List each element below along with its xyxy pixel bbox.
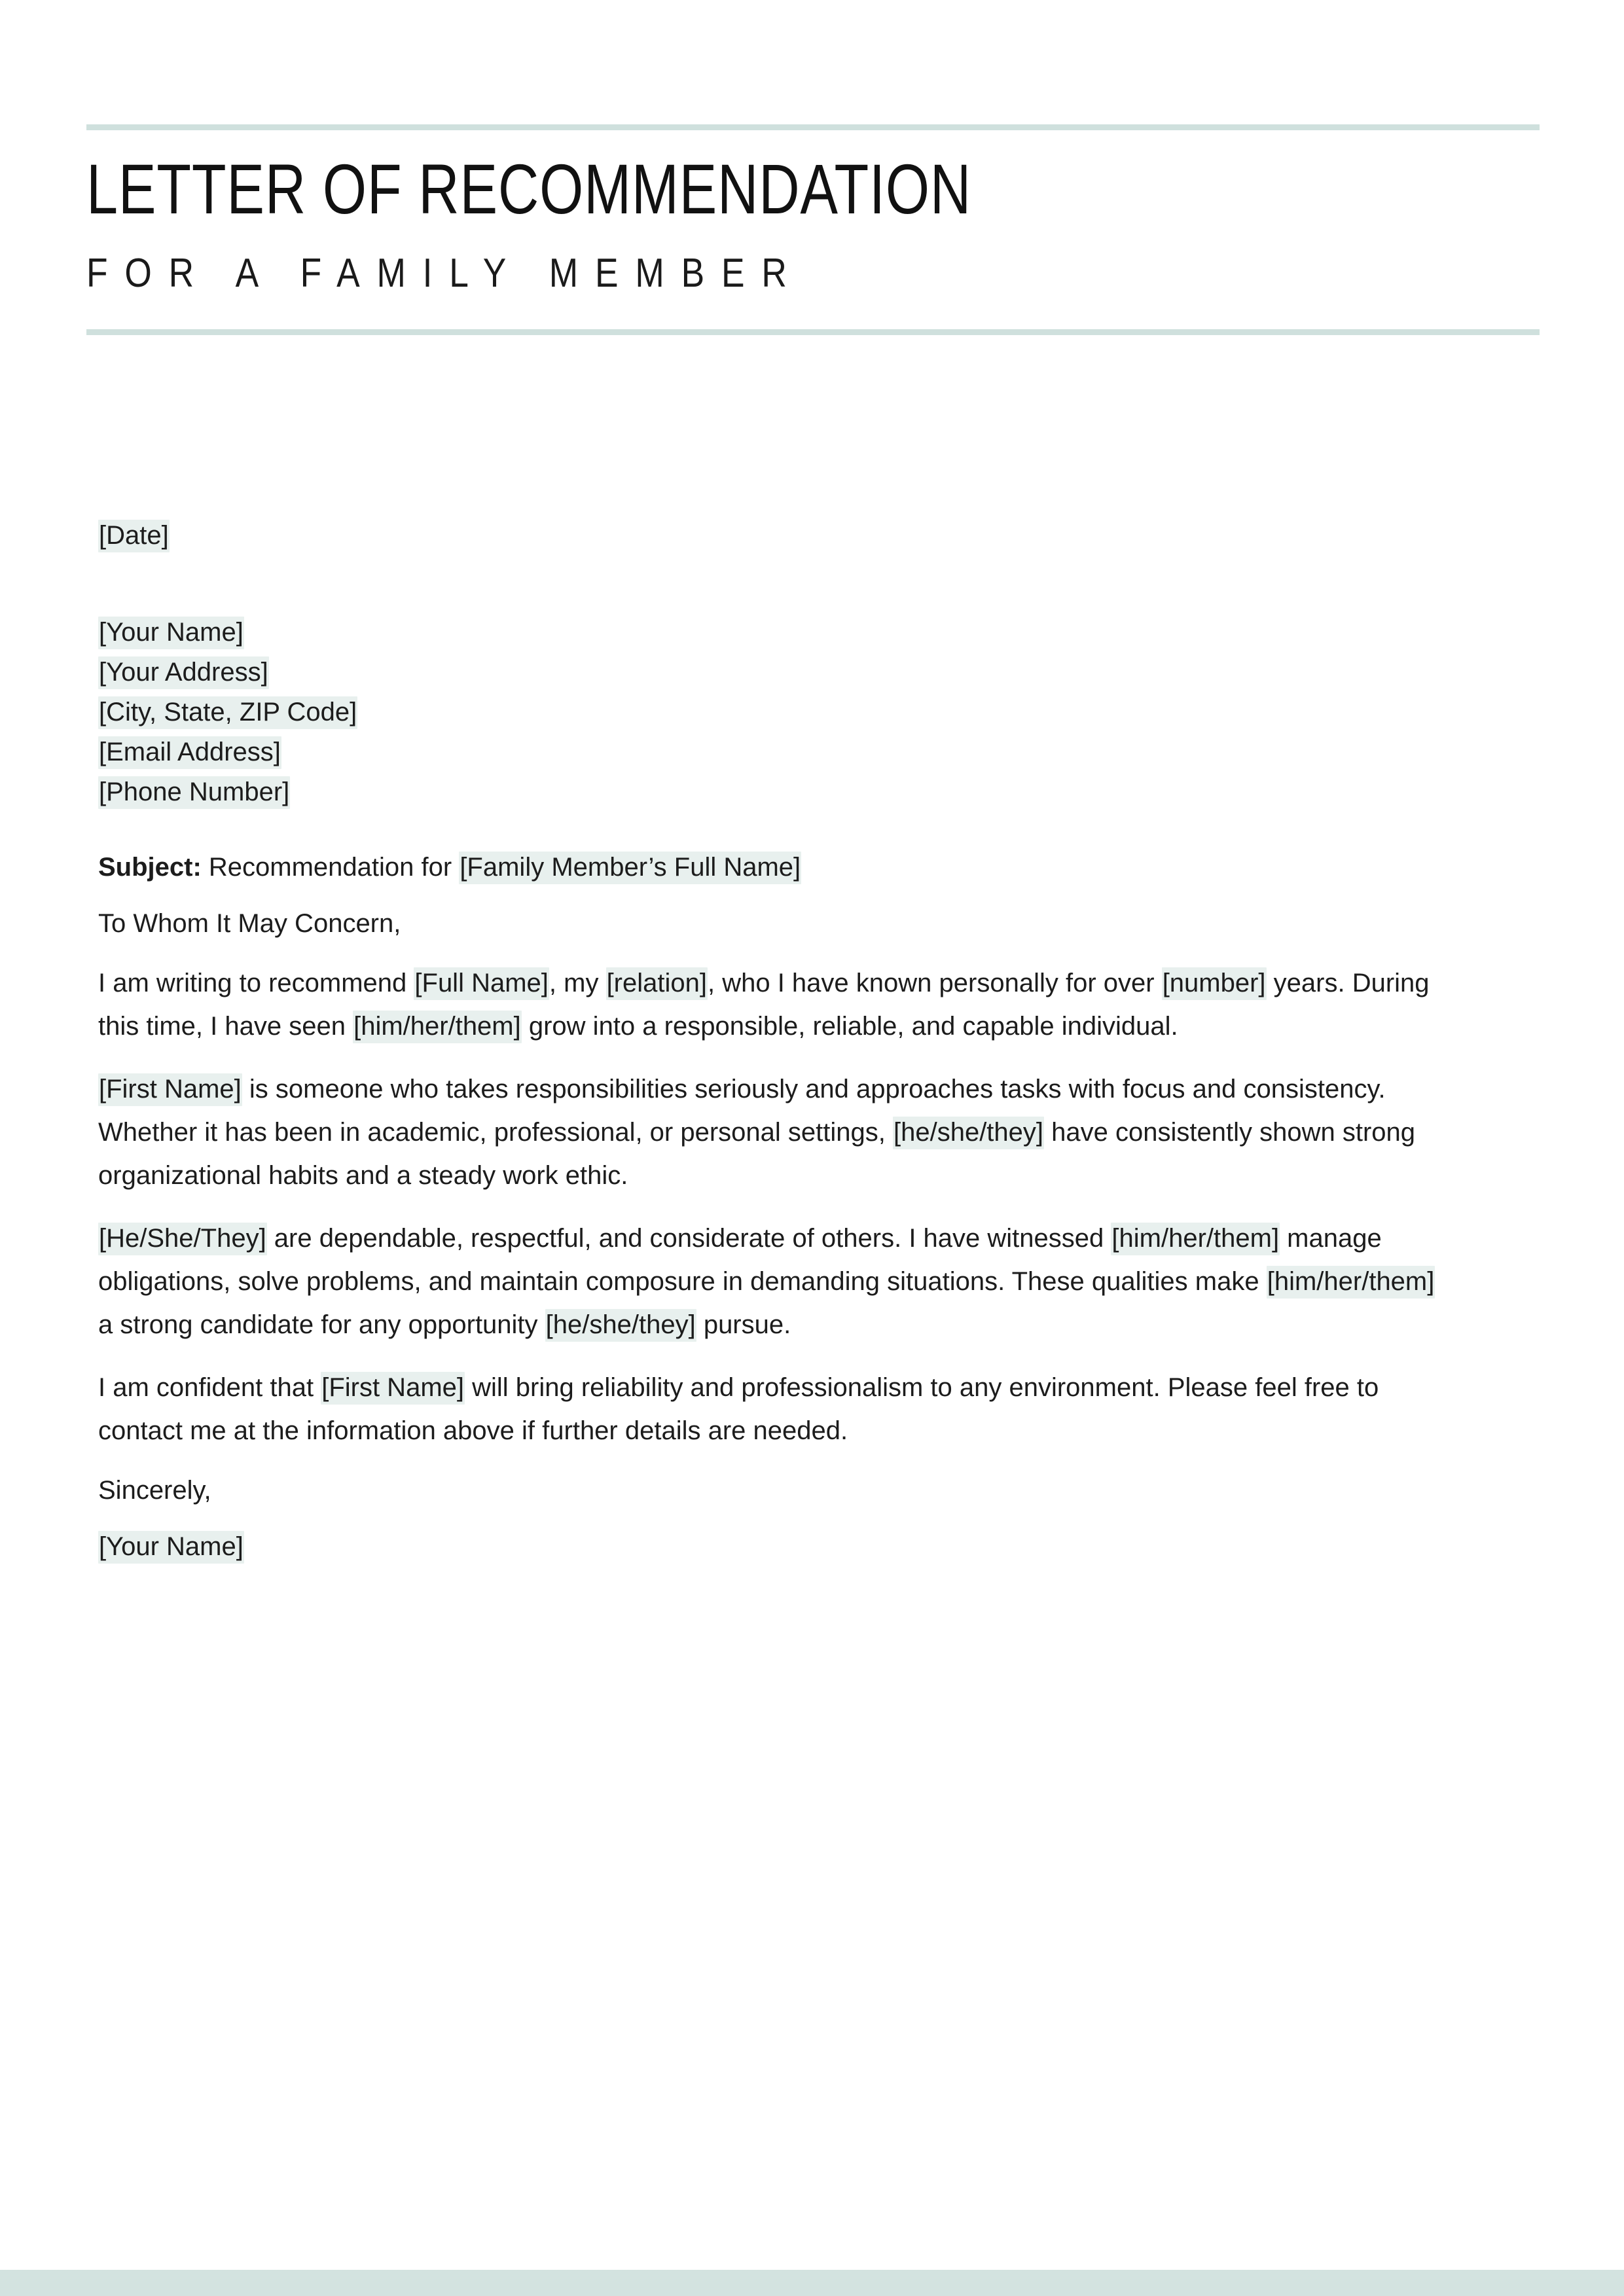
- p1-text-2: , my: [549, 969, 606, 997]
- subject-label: Subject:: [98, 853, 202, 882]
- signature-line: [98, 1528, 1456, 1565]
- p4-text-2: will bring reliability and professionalism to any environment. Please feel free to contact me at the information above if further details are needed.: [98, 1373, 1379, 1445]
- sender-city-state-zip-placeholder[interactable]: [City, State, ZIP Code]: [98, 696, 357, 729]
- p1-pronoun-object-placeholder[interactable]: [him/her/them]: [353, 1011, 522, 1043]
- subject-line: [98, 849, 1456, 886]
- p2-text-2: have consistently shown strong organizational habits and a steady work ethic.: [98, 1118, 1416, 1190]
- sender-address-placeholder[interactable]: [Your Address]: [98, 656, 269, 689]
- spacer-after-date: [98, 554, 1456, 613]
- spacer-after-subject: [98, 886, 1456, 905]
- date-line: [98, 517, 1456, 554]
- sender-phone-placeholder[interactable]: [Phone Number]: [98, 776, 290, 809]
- spacer-after-salutation: [98, 942, 1456, 961]
- sender-address-block: [98, 613, 1456, 812]
- p3-pronoun-subject-placeholder[interactable]: [He/She/They]: [98, 1223, 267, 1255]
- spacer-after-p2: [98, 1197, 1456, 1217]
- sender-address-line: [98, 653, 1456, 692]
- header-top-rule: [86, 124, 1540, 130]
- subject-name-placeholder[interactable]: [Family Member’s Full Name]: [459, 852, 801, 884]
- sender-name-line: [98, 613, 1456, 653]
- p1-text-4: years. During this time, I have seen: [98, 969, 1430, 1041]
- p3-pronoun-object-placeholder-1[interactable]: [him/her/them]: [1111, 1223, 1280, 1255]
- sender-city-state-zip-line: [98, 692, 1456, 732]
- spacer-after-p1: [98, 1048, 1456, 1067]
- p1-text-3: , who I have known personally for over: [707, 969, 1162, 997]
- p1-full-name-placeholder[interactable]: [Full Name]: [414, 967, 549, 1000]
- p1-text-1: I am writing to recommend: [98, 969, 414, 997]
- sender-email-placeholder[interactable]: [Email Address]: [98, 736, 281, 769]
- body-paragraph-2: [98, 1067, 1456, 1197]
- closing-line: Sincerely,: [98, 1476, 211, 1505]
- sender-phone-line: [98, 772, 1456, 812]
- page-subtitle: FOR A FAMILY MEMBER: [86, 251, 804, 296]
- p3-text-3: a strong candidate for any opportunity: [98, 1310, 545, 1339]
- spacer-after-closing: [98, 1509, 1456, 1528]
- spacer-after-sender: [98, 812, 1456, 849]
- signature-name-placeholder[interactable]: [Your Name]: [98, 1531, 244, 1564]
- spacer-after-p3: [98, 1346, 1456, 1366]
- salutation: To Whom It May Concern,: [98, 909, 401, 938]
- body-paragraph-1: [98, 961, 1456, 1048]
- p2-text-1: is someone who takes responsibilities seriously and approaches tasks with focus and consistency. Whether it has been in academic, professional, or personal settings,: [98, 1075, 1386, 1147]
- title-area: [86, 130, 1540, 329]
- letter-body: [98, 517, 1456, 1565]
- sender-name-placeholder[interactable]: [Your Name]: [98, 617, 244, 649]
- p4-text-1: I am confident that: [98, 1373, 321, 1402]
- body-paragraph-3: [98, 1217, 1456, 1346]
- p1-text-5: grow into a responsible, reliable, and capable individual.: [521, 1012, 1178, 1041]
- sender-email-line: [98, 732, 1456, 772]
- p2-pronoun-subject-placeholder[interactable]: [he/she/they]: [893, 1117, 1044, 1149]
- body-paragraph-4: [98, 1366, 1456, 1452]
- document-header: [86, 124, 1540, 335]
- p3-text-1: are dependable, respectful, and considerate of others. I have witnessed: [266, 1224, 1111, 1253]
- spacer-after-p4: [98, 1452, 1456, 1472]
- header-bottom-rule: [86, 329, 1540, 335]
- p3-text-4: pursue.: [696, 1310, 791, 1339]
- p3-pronoun-subject-placeholder-2[interactable]: [he/she/they]: [545, 1309, 696, 1342]
- p1-number-placeholder[interactable]: [number]: [1162, 967, 1267, 1000]
- footer-accent-bar: [0, 2270, 1624, 2296]
- p2-first-name-placeholder[interactable]: [First Name]: [98, 1073, 242, 1106]
- p3-pronoun-object-placeholder-2[interactable]: [him/her/them]: [1267, 1266, 1435, 1299]
- p3-text-2: manage obligations, solve problems, and maintain composure in demanding situations. These qualities make: [98, 1224, 1382, 1296]
- p1-relation-placeholder[interactable]: [relation]: [606, 967, 708, 1000]
- subject-text: Recommendation for: [201, 853, 460, 882]
- p4-first-name-placeholder[interactable]: [First Name]: [321, 1372, 465, 1405]
- page-title: LETTER OF RECOMMENDATION: [86, 149, 972, 228]
- date-placeholder[interactable]: [Date]: [98, 520, 170, 552]
